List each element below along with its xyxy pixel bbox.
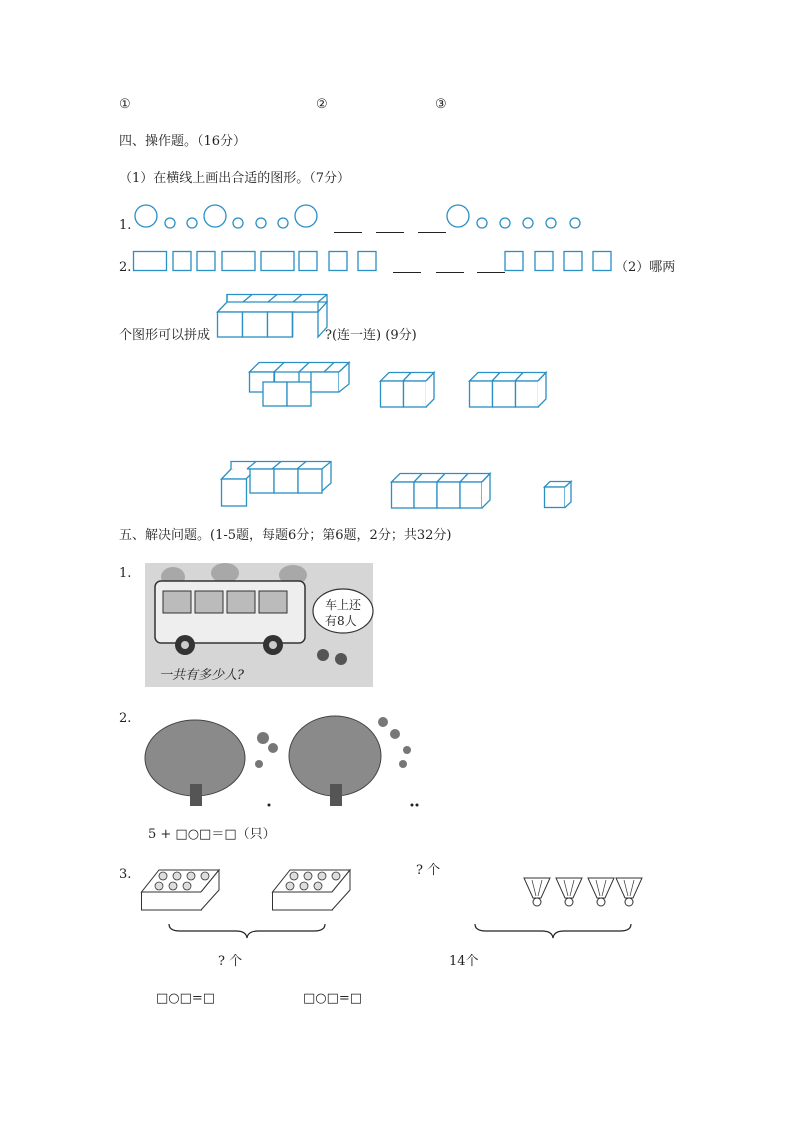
speech-bubble-line2: 有8人: [325, 614, 357, 628]
brace-left: [168, 922, 326, 940]
brace-right: [474, 922, 632, 940]
row1-label: 1.: [119, 218, 132, 233]
speech-bubble-line1: 车上还: [325, 598, 362, 612]
piece-b-figure: [380, 372, 435, 408]
problem1-label: 1.: [119, 566, 132, 581]
option-3: ③: [435, 97, 447, 112]
piece-e-figure: [391, 473, 491, 509]
blank-line: [376, 232, 404, 233]
piece-d-figure: [221, 461, 331, 509]
problem3-question-top: ? 个: [416, 863, 441, 878]
shuttlecock-box-left: [141, 864, 221, 912]
row2-label: 2.: [119, 260, 132, 275]
section4-q2-prefix: 个图形可以拼成: [119, 328, 211, 343]
problem3-equation-right: □○□=□: [303, 991, 363, 1006]
piece-a-figure: [249, 362, 349, 407]
rectangle-pattern-row: [133, 251, 613, 275]
circle-pattern-row: [130, 203, 600, 233]
problem2-label: 2.: [119, 711, 132, 726]
bus-illustration: [145, 563, 373, 687]
problem3-equation-left: □○□=□: [156, 991, 216, 1006]
problem3-total: 14个: [449, 954, 479, 969]
target-cube-figure: [217, 294, 327, 342]
problem3-question-left: ? 个: [218, 954, 243, 969]
option-2: ②: [316, 97, 328, 112]
problem2-equation: 5 + □○□＝□（只）: [148, 827, 276, 842]
blank-line: [418, 232, 446, 233]
shuttlecock-box-right: [272, 864, 352, 912]
shuttlecock-group: [522, 874, 642, 910]
blank-line: [436, 272, 464, 273]
problem3-label: 3.: [119, 867, 132, 882]
section5-title: 五、解决问题。(1-5题，每题6分；第6题，2分；共32分): [119, 528, 452, 543]
section4-title: 四、操作题。（16分）: [119, 134, 247, 149]
piece-c-figure: [469, 372, 547, 408]
blank-line: [477, 272, 505, 273]
section4-q2-suffix: ?(连一连) (9分): [325, 328, 417, 343]
section4-q1: （1）在横线上画出合适的图形。（7分）: [119, 171, 351, 186]
trees-birds-illustration: [145, 710, 425, 810]
option-1: ①: [119, 97, 131, 112]
blank-line: [334, 232, 362, 233]
section4-q2-part1: （2）哪两: [615, 260, 676, 275]
blank-line: [393, 272, 421, 273]
piece-f-figure: [544, 481, 572, 509]
bus-caption: 一共有多少人?: [159, 668, 244, 683]
